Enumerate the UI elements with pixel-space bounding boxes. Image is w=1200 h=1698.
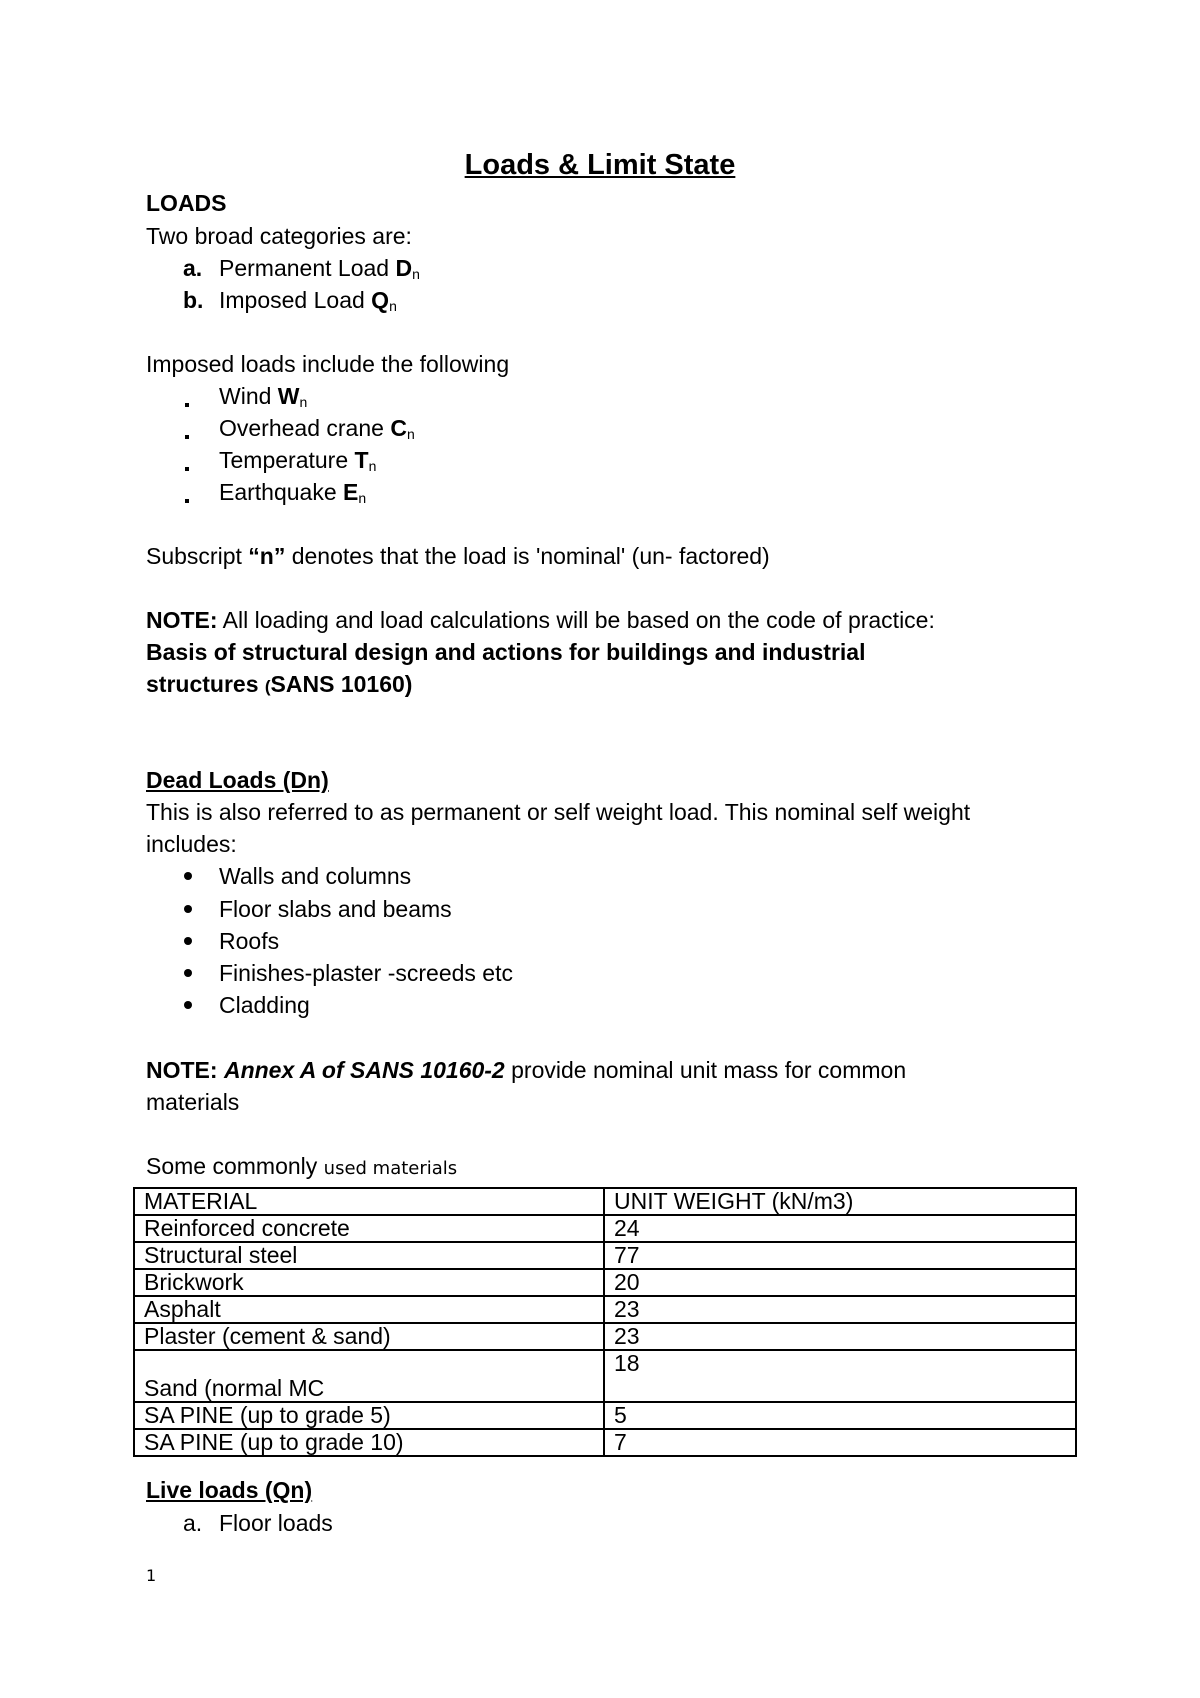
unit-weight-cell: 20: [604, 1269, 1076, 1296]
load-subscript: n: [299, 394, 308, 410]
load-symbol: C: [390, 415, 407, 441]
unit-weight-cell: 7: [604, 1429, 1076, 1456]
code-title-line2: [146, 670, 412, 701]
material-cell: Sand (normal MC: [134, 1350, 604, 1402]
imposed-item-temperature: [219, 446, 376, 480]
list-item: Roofs: [219, 928, 280, 954]
list-marker: a.: [183, 1510, 203, 1536]
loads-heading: LOADS: [146, 190, 227, 216]
square-bullet-icon: [185, 403, 189, 407]
table-row: [134, 1215, 1076, 1242]
category-imposed-load: [219, 286, 397, 320]
category-marker: b.: [183, 287, 204, 313]
table-row: [134, 1323, 1076, 1350]
page-number: 1: [146, 1566, 157, 1585]
category-label: Imposed Load: [219, 287, 372, 313]
table-row: [134, 1402, 1076, 1429]
material-cell: Brickwork: [134, 1269, 604, 1296]
imposed-item-crane: [219, 414, 415, 448]
code-title-line1: Basis of structural design and actions for buildings and industrial: [146, 639, 866, 665]
load-subscript: n: [389, 298, 397, 314]
material-cell: Structural steel: [134, 1242, 604, 1269]
load-symbol: E: [343, 479, 359, 505]
unit-weight-cell: 24: [604, 1215, 1076, 1242]
table-header-cell: MATERIAL: [134, 1188, 604, 1215]
note-text: denotes that the load is 'nominal' (un- factored): [285, 543, 770, 569]
bullet-icon: [184, 969, 192, 977]
unit-weight-cell: 5: [604, 1402, 1076, 1429]
unit-weight-cell: 18: [604, 1350, 1076, 1402]
square-bullet-icon: [185, 435, 189, 439]
list-item: Cladding: [219, 992, 310, 1018]
dead-loads-desc-line2: includes:: [146, 831, 237, 857]
load-subscript: n: [406, 426, 415, 442]
live-loads-heading: Live loads (Qn): [146, 1477, 313, 1503]
loads-intro: Two broad categories are:: [146, 223, 412, 249]
note-text: provide nominal unit mass for common: [504, 1057, 907, 1083]
material-cell: SA PINE (up to grade 10): [134, 1429, 604, 1456]
annex-reference: Annex A of SANS 10160-2: [223, 1057, 505, 1083]
bullet-icon: [184, 872, 192, 880]
load-subscript: n: [412, 266, 420, 282]
category-marker: a.: [183, 255, 203, 281]
load-symbol: Q: [371, 287, 390, 313]
material-cell: Plaster (cement & sand): [134, 1323, 604, 1350]
table-row: [134, 1269, 1076, 1296]
unit-weight-cell: 77: [604, 1242, 1076, 1269]
code-of-practice-note: [146, 606, 935, 634]
list-item: Finishes-plaster -screeds etc: [219, 960, 513, 986]
material-cell: SA PINE (up to grade 5): [134, 1402, 604, 1429]
load-symbol: W: [277, 383, 300, 409]
annex-note-line2: materials: [146, 1089, 240, 1115]
item-label: Wind: [219, 383, 278, 409]
live-load-item: Floor loads: [219, 1510, 333, 1536]
code-title-text: structures: [146, 671, 265, 697]
load-subscript: n: [358, 490, 367, 506]
square-bullet-icon: [185, 467, 189, 471]
note-label: NOTE:: [146, 607, 218, 633]
bullet-icon: [184, 1001, 192, 1009]
square-bullet-icon: [185, 499, 189, 503]
table-row: [134, 1350, 1076, 1402]
unit-weight-cell: 23: [604, 1323, 1076, 1350]
materials-table: [133, 1187, 1077, 1457]
note-emphasis: “n”: [248, 543, 286, 569]
table-header-cell: UNIT WEIGHT (kN/m3): [604, 1188, 1076, 1215]
material-cell: Reinforced concrete: [134, 1215, 604, 1242]
code-title-text: SANS 10160): [270, 671, 413, 697]
note-label: NOTE:: [146, 1057, 218, 1083]
imposed-item-earthquake: [219, 478, 366, 512]
caption-text: Some commonly: [146, 1153, 324, 1179]
list-item: Floor slabs and beams: [219, 896, 452, 922]
note-text: All loading and load calculations will be based on the code of practice:: [217, 607, 935, 633]
item-label: Temperature: [219, 447, 355, 473]
table-caption: [146, 1152, 457, 1183]
unit-weight-cell: 23: [604, 1296, 1076, 1323]
page-title: Loads & Limit State: [464, 149, 736, 181]
category-permanent-load: [219, 254, 420, 288]
note-text: Subscript: [146, 543, 249, 569]
bullet-icon: [184, 905, 192, 913]
material-cell: Asphalt: [134, 1296, 604, 1323]
item-label: Earthquake: [219, 479, 344, 505]
imposed-item-wind: [219, 382, 307, 416]
table-row: [134, 1242, 1076, 1269]
table-header-row: [134, 1188, 1076, 1215]
code-title-paren: (: [264, 677, 271, 696]
dead-loads-desc-line1: This is also referred to as permanent or self weight load. This nominal self weight: [146, 799, 971, 825]
table-row: [134, 1429, 1076, 1456]
table-row: [134, 1296, 1076, 1323]
dead-loads-heading: Dead Loads (Dn): [146, 767, 329, 793]
load-symbol: D: [395, 255, 413, 281]
caption-text: used materials: [323, 1158, 458, 1179]
bullet-icon: [184, 937, 192, 945]
category-label: Permanent Load: [219, 255, 396, 281]
load-symbol: T: [354, 447, 369, 473]
annex-note: [146, 1056, 906, 1084]
subscript-note: [146, 542, 770, 570]
item-label: Overhead crane: [219, 415, 391, 441]
imposed-intro: Imposed loads include the following: [146, 351, 510, 377]
list-item: Walls and columns: [219, 863, 412, 889]
load-subscript: n: [368, 458, 377, 474]
